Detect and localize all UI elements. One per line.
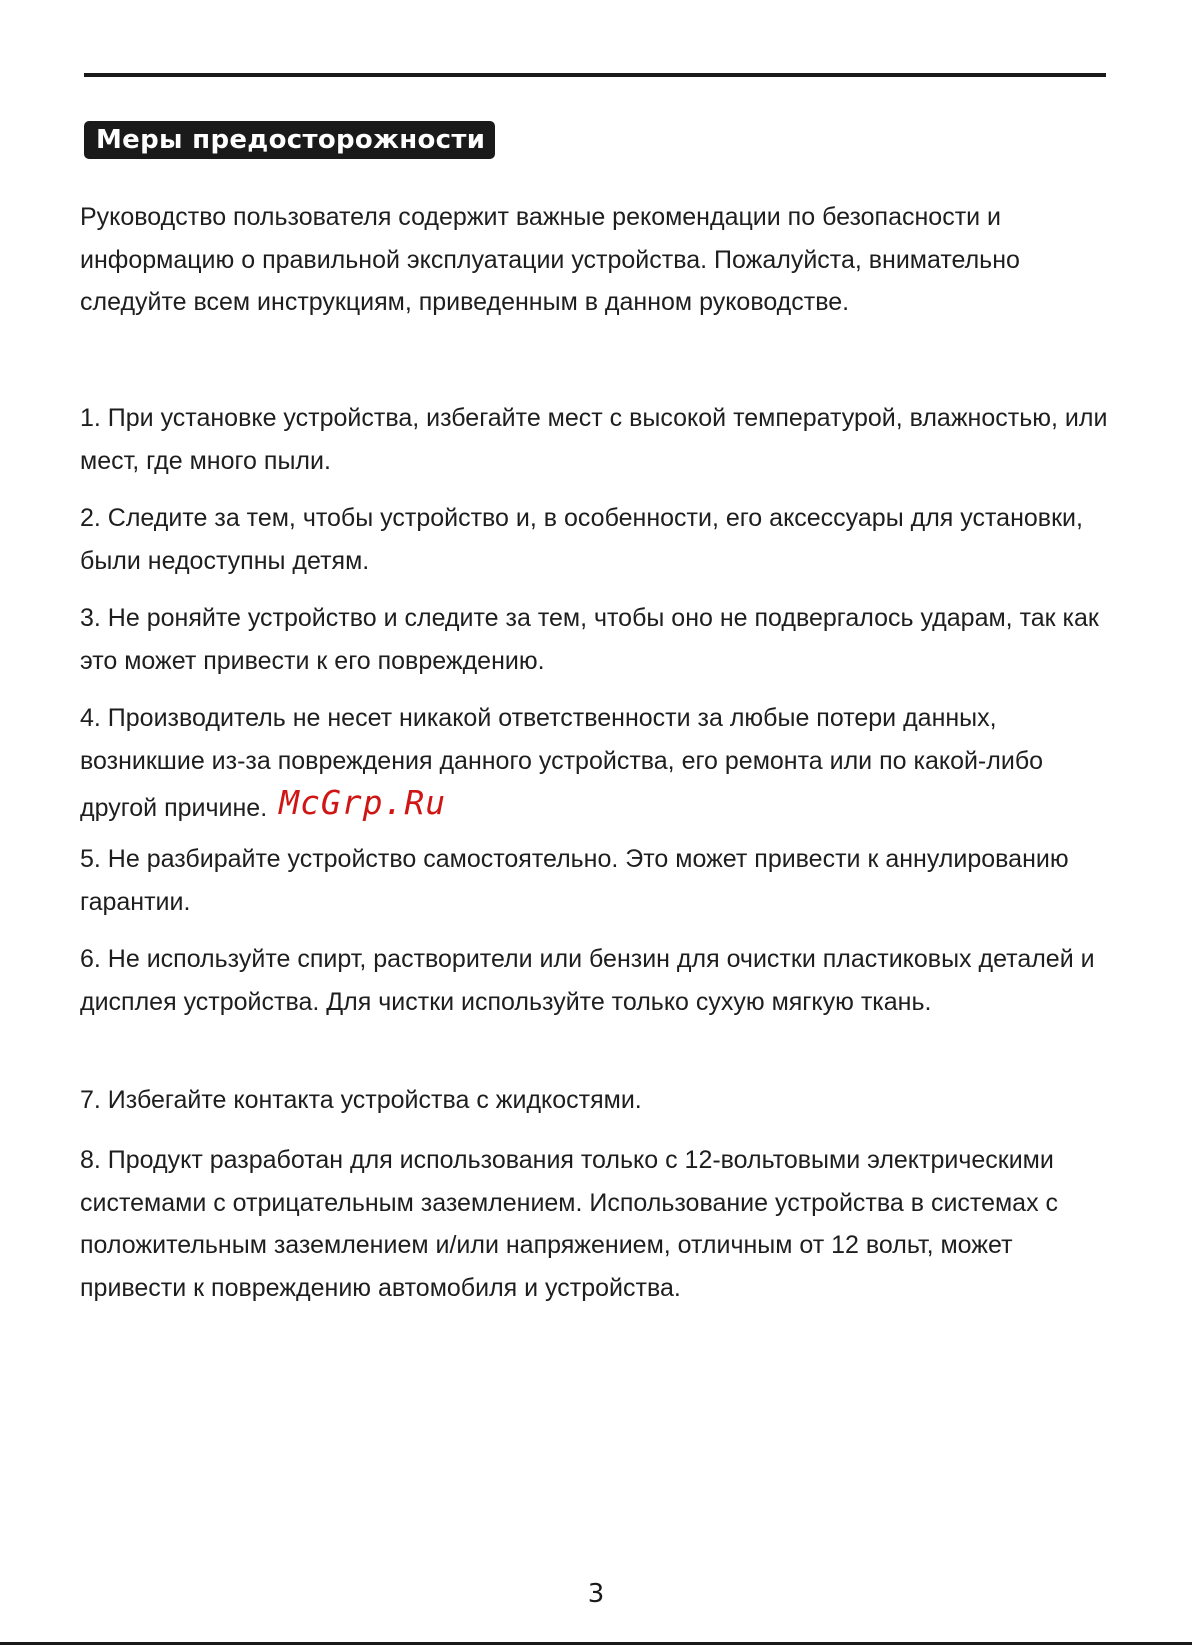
precaution-item-5: 5. Не разбирайте устройство самостоятельно. Это может привести к аннулированию гарантии. — [80, 845, 1069, 916]
precaution-item-7: 7. Избегайте контакта устройства с жидкостями. — [80, 1086, 642, 1114]
section-title: Меры предосторожности — [84, 121, 495, 159]
intro-paragraph: Руководство пользователя содержит важные рекомендации по безопасности и информацию о правильной эксплуатации устройства. Пожалуйста, внимательно следуйте всем инструкциям, приведенным в данном руководстве. — [80, 203, 1020, 316]
watermark-text: McGrp.Ru — [279, 783, 447, 822]
precaution-item-2: 2. Следите за тем, чтобы устройство и, в особенности, его аксессуары для установки, были недоступны детям. — [80, 504, 1083, 575]
page-number: 3 — [587, 1579, 605, 1609]
precaution-item-4-text: 4. Производитель не несет никакой ответственности за любые потери данных, возникшие из-за повреждения данного устройства, его ремонта или по какой-либо другой причине. — [80, 704, 1044, 822]
precaution-item-3: 3. Не роняйте устройство и следите за тем, чтобы оно не подвергалось ударам, так как это может привести к его повреждению. — [80, 604, 1099, 675]
precaution-item-1: 1. При установке устройства, избегайте мест с высокой температурой, влажностью, или мест, где много пыли. — [80, 404, 1108, 475]
precaution-item-8: 8. Продукт разработан для использования только с 12-вольтовыми электрическими системами с отрицательным заземлением. Использование устройства в системах с положительным заземлением и/или напряжением, отличным от 12 вольт, может привести к повреждению автомобиля и устройства. — [80, 1146, 1059, 1302]
top-rule — [84, 73, 1106, 77]
precaution-item-6: 6. Не используйте спирт, растворители или бензин для очистки пластиковых деталей и дисплея устройства. Для чистки используйте только сухую мягкую ткань. — [80, 945, 1095, 1016]
precaution-item-4 — [80, 697, 1120, 830]
